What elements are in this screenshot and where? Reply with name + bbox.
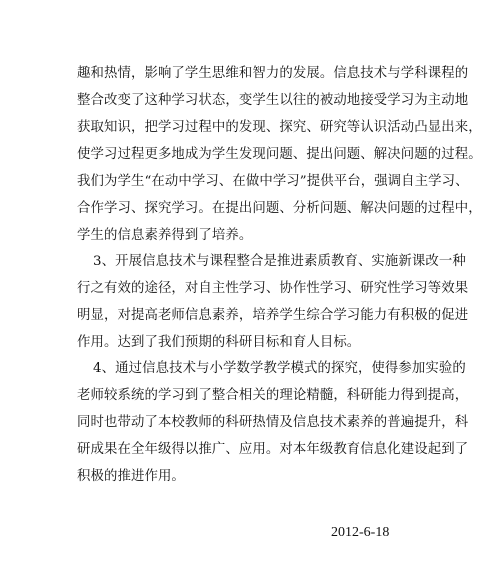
- paragraph-line: 我们为学生“在动中学习、在做中学习”提供平台，强调自主学习、: [77, 174, 469, 189]
- paragraph-line: 学生的信息素养得到了培养。: [77, 228, 253, 243]
- paragraph-line: 使学习过程更多地成为学生发现问题、提出问题、解决问题的过程。: [77, 147, 482, 162]
- paragraph-line: 老师较系统的学习到了整合相关的理论精髓，科研能力得到提高，: [77, 388, 469, 403]
- paragraph-line: 行之有效的途径，对自主性学习、协作性学习、研究性学习等效果: [77, 281, 469, 296]
- paragraph-line: 趣和热情，影响了学生思维和智力的发展。信息技术与学科课程的: [77, 66, 469, 81]
- paragraph-line: 获取知识，把学习过程中的发现、探究、研究等认识活动凸显出来，: [77, 120, 482, 135]
- paragraph-line: 4、通过信息技术与小学数学教学模式的探究，使得参加实验的: [93, 361, 466, 376]
- document-date: 2012-6-18: [331, 525, 390, 540]
- paragraph-line: 明显，对提高老师信息素养，培养学生综合学习能力有积极的促进: [77, 308, 469, 323]
- paragraph-line: 同时也带动了本校教师的科研热情及信息技术素养的普遍提升，科: [77, 415, 469, 430]
- paragraph-line: 积极的推进作用。: [77, 469, 185, 484]
- paragraph-line: 作用。达到了我们预期的科研目标和育人目标。: [77, 335, 361, 350]
- paragraph-line: 研成果在全年级得以推广、应用。对本年级教育信息化建设起到了: [77, 442, 469, 457]
- paragraph-line: 合作学习、探究学习。在提出问题、分析问题、解决问题的过程中，: [77, 201, 482, 216]
- paragraph-line: 整合改变了这种学习状态，变学生以往的被动地接受学习为主动地: [77, 93, 469, 108]
- paragraph-line: 3、开展信息技术与课程整合是推进素质教育、实施新课改一种: [93, 254, 466, 269]
